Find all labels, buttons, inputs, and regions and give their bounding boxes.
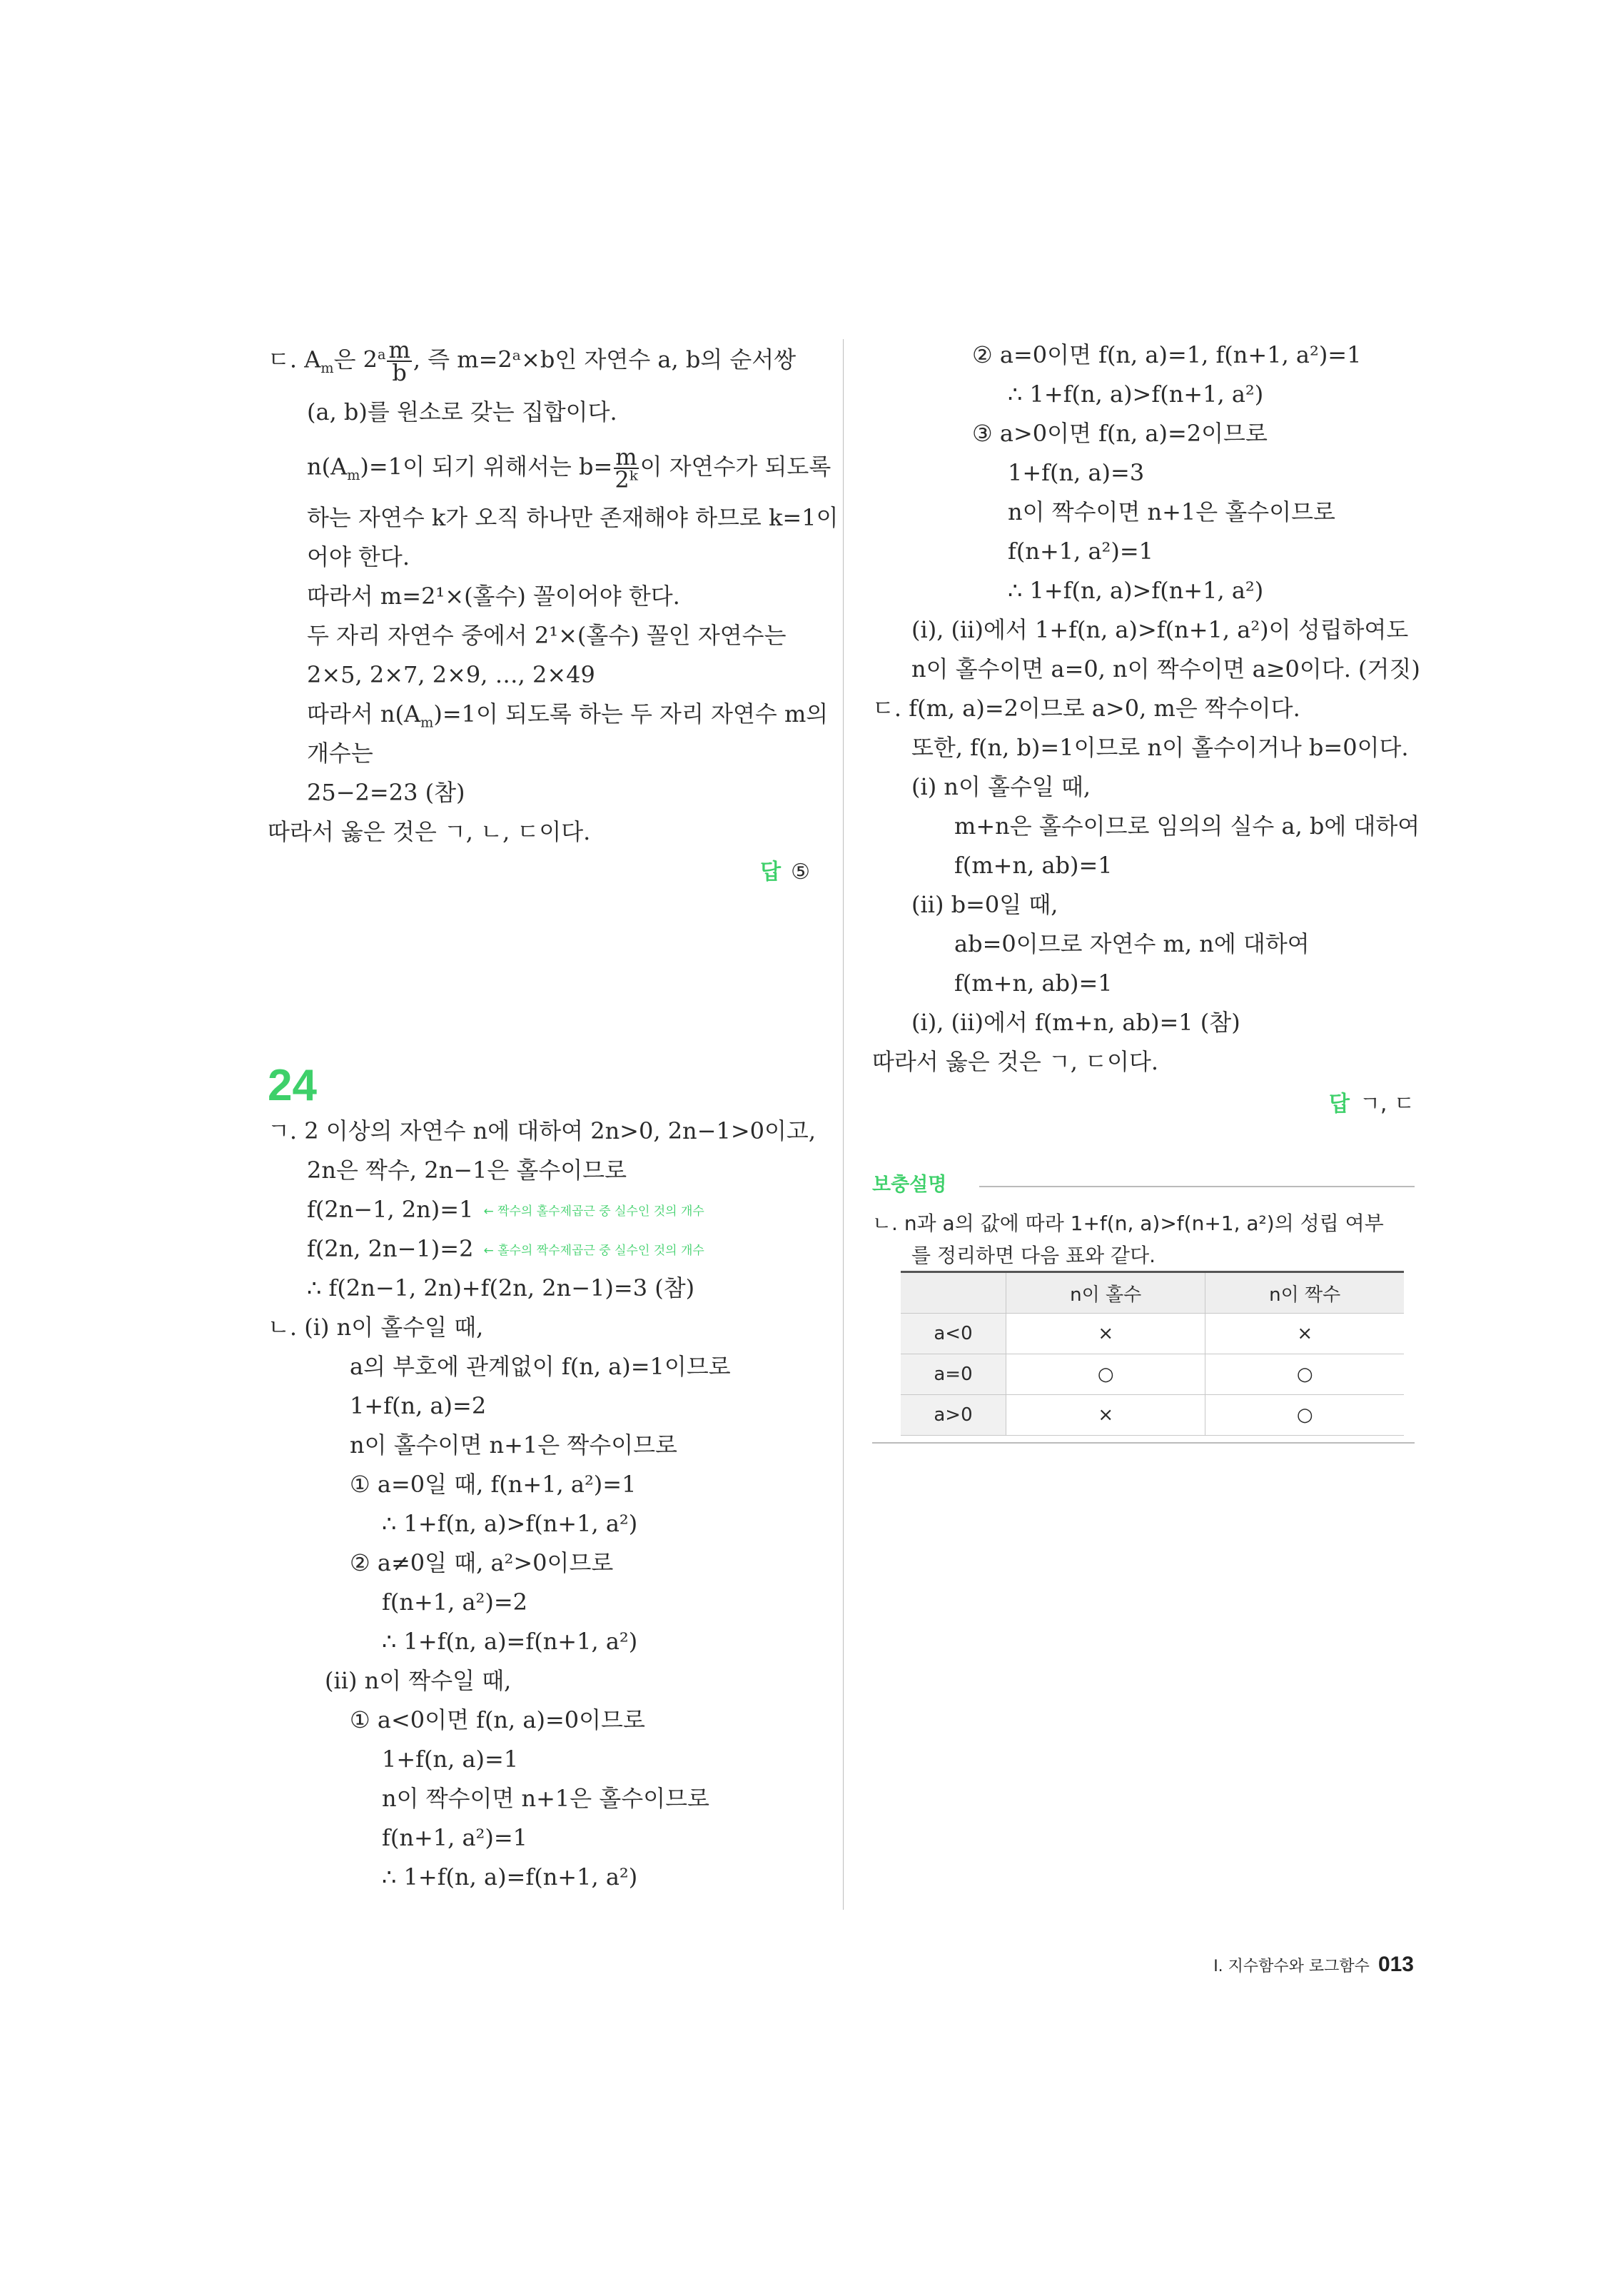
table-cell: × — [1205, 1314, 1404, 1354]
line-text: 어야 한다. — [307, 543, 410, 570]
line-text: (ⅰ), (ⅱ)에서 f(m+n, ab)=1 (참) — [911, 1009, 1240, 1036]
solution-line — [872, 1046, 1158, 1077]
line-text: 개수는 — [307, 740, 373, 767]
fraction-numerator: m — [615, 443, 637, 470]
solution-line — [382, 1822, 527, 1853]
line-text: 2n은 짝수, 2n−1은 홀수이므로 — [307, 1157, 627, 1184]
line-pre: n(A — [307, 453, 348, 480]
line-text: (ⅰ), (ⅱ)에서 1+f(n, a)>f(n+1, a²)이 성립하여도 — [911, 616, 1409, 643]
solution-line — [307, 1154, 627, 1186]
line-text: ① a=0일 때, f(n+1, a²)=1 — [350, 1471, 637, 1498]
line-text: ∴ 1+f(n, a)>f(n+1, a²) — [1008, 381, 1264, 408]
answer-value: ㄱ, ㄷ — [1359, 1092, 1415, 1117]
solution-line — [307, 443, 831, 493]
table-cell: a=0 — [901, 1354, 1006, 1395]
margin-note: ← 짝수의 홀수제곱근 중 실수인 것의 개수 — [483, 1204, 704, 1219]
solution-line — [307, 659, 595, 690]
solution-line — [1008, 378, 1263, 410]
line-text: ∴ f(2n−1, 2n)+f(2n, 2n−1)=3 (참) — [307, 1274, 695, 1301]
line-text: ㄱ. 2 이상의 자연수 n에 대하여 2n>0, 2n−1>0이고, — [268, 1117, 816, 1144]
solution-line — [350, 1547, 613, 1578]
solution-line — [972, 418, 1268, 449]
solution-line — [382, 1743, 518, 1775]
line-text: 따라서 m=2¹×(홀수) 꼴이어야 한다. — [307, 583, 680, 610]
line-text: ② a≠0일 때, a²>0이므로 — [350, 1549, 614, 1576]
line-text: f(n+1, a²)=1 — [1008, 538, 1154, 565]
solution-line — [911, 1007, 1240, 1038]
solution-line — [307, 1272, 694, 1304]
line-mid: )=1이 되기 위해서는 b= — [360, 453, 613, 480]
line-text: ③ a>0이면 f(n, a)=2이므로 — [972, 420, 1268, 447]
line-text: n이 홀수이면 a=0, n이 짝수이면 a≥0이다. (거짓) — [911, 655, 1420, 683]
solution-line — [1008, 535, 1153, 567]
line-post: 이 자연수가 되도록 — [639, 453, 831, 480]
footer-section: Ⅰ. 지수함수와 로그함수 — [1213, 1958, 1370, 1975]
fraction-numerator: m — [388, 336, 410, 364]
solution-line — [350, 1704, 645, 1736]
solution-line — [307, 620, 787, 651]
answer-label: 답 — [1328, 1092, 1350, 1117]
solution-line — [307, 698, 828, 738]
table-cell: a<0 — [901, 1314, 1006, 1354]
line-post: , 즉 m=2ᵃ×b인 자연수 a, b의 순서쌍 — [413, 346, 797, 373]
answer-box — [1329, 1089, 1415, 1120]
line-text: 25−2=23 (참) — [307, 779, 465, 806]
subscript: m — [320, 360, 334, 377]
solution-line — [382, 1783, 709, 1814]
line-text: ② a=0이면 f(n, a)=1, f(n+1, a²)=1 — [972, 341, 1362, 368]
summary-table — [901, 1271, 1404, 1436]
solution-line — [268, 1311, 483, 1343]
line-text: (a, b)를 원소로 갖는 집합이다. — [307, 398, 617, 426]
table-cell: ○ — [1205, 1395, 1404, 1436]
solution-line — [268, 816, 590, 847]
table-row — [901, 1395, 1404, 1436]
answer-label: 답 — [760, 860, 782, 885]
solution-line — [350, 1351, 731, 1382]
solution-line — [954, 928, 1310, 960]
line-text: ∴ 1+f(n, a)>f(n+1, a²) — [1008, 577, 1264, 604]
line-text: 2×5, 2×7, 2×9, …, 2×49 — [307, 661, 595, 688]
divider — [979, 1186, 1415, 1187]
table-header-cell: n이 홀수 — [1006, 1272, 1205, 1314]
line-text: 1+f(n, a)=3 — [1008, 459, 1145, 486]
table-header-cell: n이 짝수 — [1205, 1272, 1404, 1314]
line-text: f(2n, 2n−1)=2 — [307, 1235, 474, 1262]
solution-line — [1008, 575, 1263, 606]
line-text: n이 짝수이면 n+1은 홀수이므로 — [382, 1785, 709, 1812]
table-row — [901, 1314, 1404, 1354]
table-cell: × — [1006, 1395, 1205, 1436]
solution-line — [307, 396, 617, 428]
supplement-text: ㄴ. n과 a의 값에 따라 1+f(n, a)>f(n+1, a²)의 성립 여부 — [872, 1212, 1384, 1235]
line-text: 따라서 옳은 것은 ㄱ, ㄷ이다. — [872, 1048, 1159, 1075]
solution-line — [954, 810, 1420, 842]
solution-line — [1008, 457, 1144, 488]
solution-line — [350, 1429, 677, 1461]
line-text: n이 홀수이면 n+1은 짝수이므로 — [350, 1431, 677, 1459]
subscript: m — [420, 714, 434, 731]
answer-box — [760, 857, 810, 888]
line-text: ① a<0이면 f(n, a)=0이므로 — [350, 1706, 645, 1733]
fraction-denominator: b — [392, 359, 407, 387]
line-text: 1+f(n, a)=2 — [350, 1392, 487, 1419]
solution-line — [382, 1626, 637, 1657]
solution-line — [268, 1115, 816, 1147]
supplement-text: 를 정리하면 다음 표와 같다. — [911, 1244, 1156, 1267]
solution-line — [307, 1233, 704, 1267]
line-text: 두 자리 자연수 중에서 2¹×(홀수) 꼴인 자연수는 — [307, 622, 787, 649]
solution-line — [911, 653, 1420, 685]
answer-value: ⑤ — [791, 860, 810, 885]
solution-line — [382, 1508, 637, 1539]
solution-line — [307, 777, 465, 808]
fraction — [387, 336, 411, 387]
line-text: m+n은 홀수이므로 임의의 실수 a, b에 대하여 — [954, 812, 1420, 840]
solution-line — [350, 1390, 486, 1421]
line-text: 또한, f(n, b)=1이므로 n이 홀수이거나 b=0이다. — [911, 734, 1409, 761]
line-mid: 은 2 — [333, 346, 378, 373]
line-text: (ⅰ) n이 홀수일 때, — [911, 773, 1091, 800]
solution-line — [972, 339, 1361, 371]
solution-line — [307, 502, 839, 533]
solution-line — [382, 1861, 637, 1893]
solution-line — [382, 1586, 527, 1618]
solution-line — [911, 771, 1091, 802]
table-header-cell — [901, 1272, 1006, 1314]
line-text: f(2n−1, 2n)=1 — [307, 1196, 474, 1223]
superscript: a — [378, 346, 386, 363]
fraction — [614, 443, 638, 493]
line-text: ∴ 1+f(n, a)>f(n+1, a²) — [382, 1510, 638, 1537]
solution-line — [911, 889, 1058, 920]
line-text: ab=0이므로 자연수 m, n에 대하여 — [954, 930, 1310, 957]
solution-line — [307, 541, 410, 573]
line-text: f(n+1, a²)=1 — [382, 1824, 528, 1851]
solution-line — [268, 336, 797, 387]
line-text: (ⅱ) n이 짝수일 때, — [325, 1667, 512, 1694]
line-text: 따라서 옳은 것은 ㄱ, ㄴ, ㄷ이다. — [268, 818, 591, 845]
solution-line — [325, 1665, 511, 1696]
line-pre: ㄷ. A — [268, 346, 321, 373]
line-text: a의 부호에 관계없이 f(n, a)=1이므로 — [350, 1353, 731, 1380]
table-row — [901, 1354, 1404, 1395]
line-text: ㄴ. (ⅰ) n이 홀수일 때, — [268, 1314, 484, 1341]
subscript: m — [347, 466, 360, 483]
line-text: ㄷ. f(m, a)=2이므로 a>0, m은 짝수이다. — [872, 695, 1300, 722]
supplement-title: 보충설명 — [872, 1174, 947, 1196]
line-mid: )=1이 되도록 하는 두 자리 자연수 m의 — [433, 700, 829, 727]
table-cell: ○ — [1006, 1354, 1205, 1395]
page-number: 013 — [1377, 1953, 1414, 1976]
margin-note: ← 홀수의 짝수제곱근 중 실수인 것의 개수 — [483, 1243, 704, 1258]
table-header-row — [901, 1272, 1404, 1314]
line-text: n이 짝수이면 n+1은 홀수이므로 — [1008, 498, 1335, 525]
solution-line — [872, 693, 1300, 724]
table-cell: ○ — [1205, 1354, 1404, 1395]
line-text: (ⅱ) b=0일 때, — [911, 891, 1058, 918]
table-cell: a>0 — [901, 1395, 1006, 1436]
column-divider — [843, 339, 844, 1910]
line-pre: 따라서 n(A — [307, 700, 421, 727]
line-text: 1+f(n, a)=1 — [382, 1746, 519, 1773]
solution-line — [911, 732, 1409, 763]
table-cell: × — [1006, 1314, 1205, 1354]
solution-line — [911, 614, 1408, 645]
line-text: f(n+1, a²)=2 — [382, 1588, 528, 1616]
page-footer — [1213, 1953, 1414, 1977]
line-text: ∴ 1+f(n, a)=f(n+1, a²) — [382, 1628, 638, 1655]
problem-number: 24 — [268, 1061, 317, 1110]
line-text: ∴ 1+f(n, a)=f(n+1, a²) — [382, 1863, 638, 1890]
line-text: f(m+n, ab)=1 — [954, 852, 1113, 879]
line-text: 하는 자연수 k가 오직 하나만 존재해야 하므로 k=1이 — [307, 504, 839, 531]
divider — [872, 1442, 1415, 1444]
fraction-denominator: 2ᵏ — [615, 466, 638, 493]
supplement-header — [872, 1171, 1415, 1199]
solution-line — [307, 737, 373, 769]
solution-line — [350, 1469, 636, 1500]
solution-line — [954, 850, 1113, 881]
solution-line — [307, 580, 680, 612]
solution-line — [1008, 496, 1335, 528]
solution-line — [307, 1194, 704, 1227]
solution-line — [954, 967, 1113, 999]
line-text: f(m+n, ab)=1 — [954, 970, 1113, 997]
